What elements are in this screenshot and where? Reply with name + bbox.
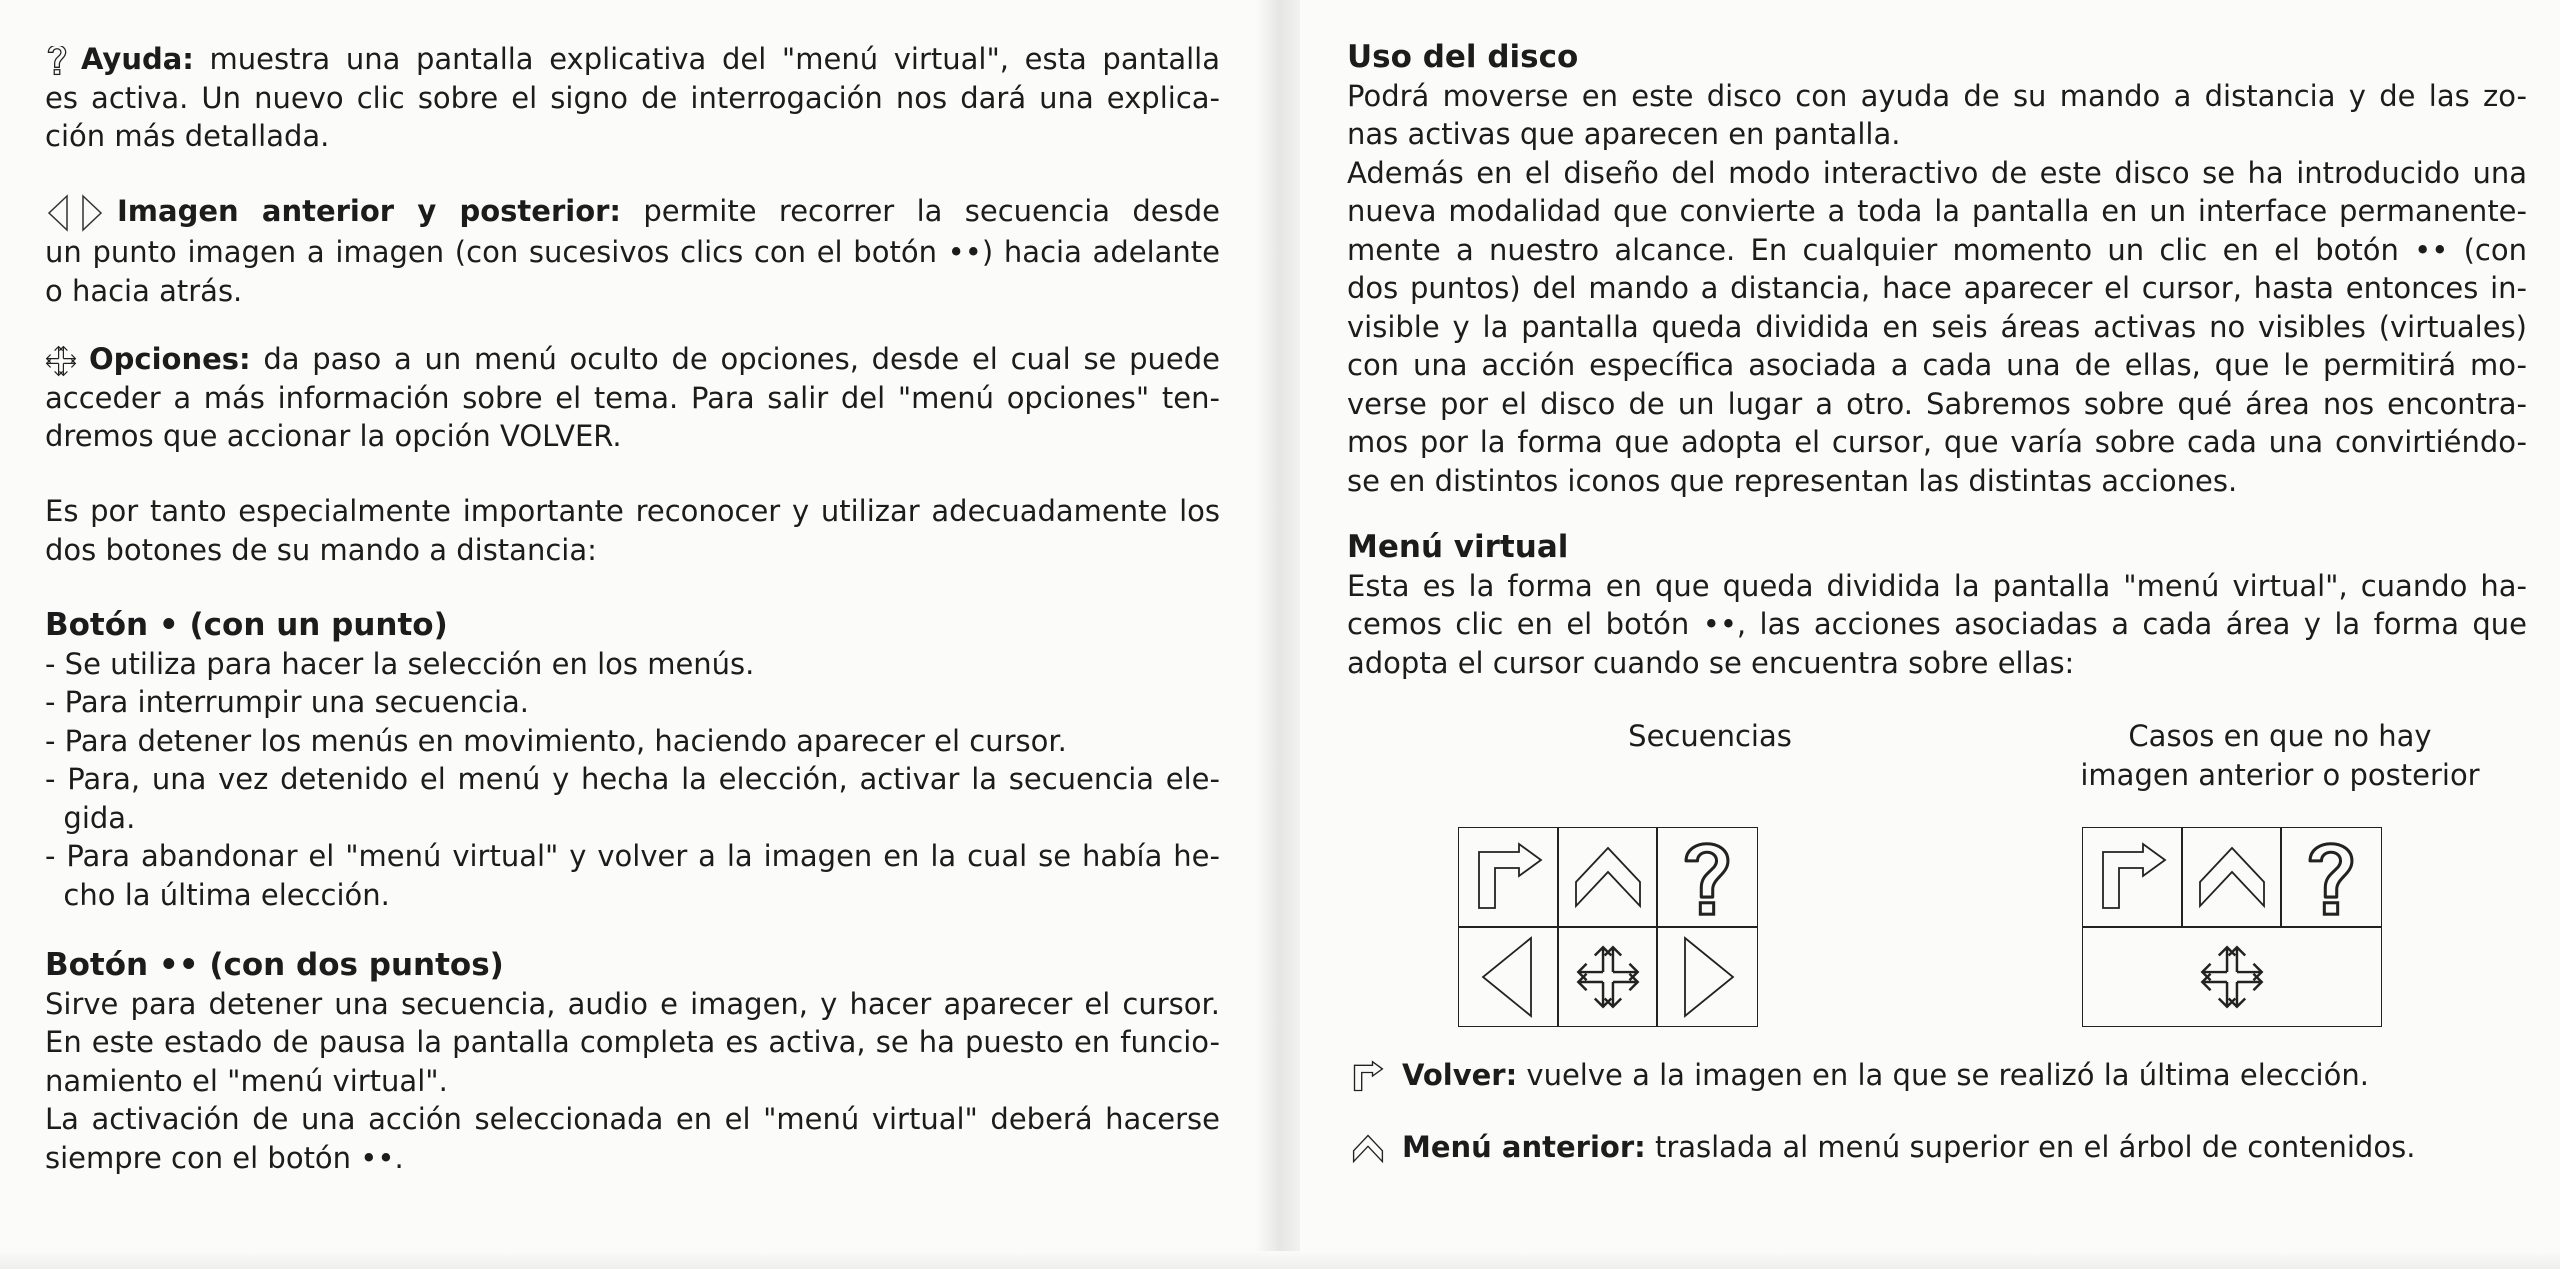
imagen-paragraph: Imagen anterior y posterior: permite recorrer la secuencia desde un punto imagen a imagen (con sucesivos clics con el botón ••) hacia adelante o hacia atrás.	[45, 194, 1220, 308]
return-arrow-icon	[2082, 827, 2183, 928]
boton-dos-heading: Botón •• (con dos puntos)	[45, 947, 504, 983]
menu-virtual-heading: Menú virtual	[1347, 529, 1569, 565]
opciones-title: Opciones:	[89, 342, 251, 376]
left-page	[0, 0, 1255, 1269]
volver-legend: Volver: vuelve a la imagen en la que se realizó la última elección.	[1350, 1056, 2540, 1095]
diagram-secuencias	[1458, 827, 1758, 1027]
return-arrow-icon	[1350, 1059, 1386, 1095]
diagram-secuencias-caption: Secuencias	[1628, 719, 1792, 753]
uso-del-disco-heading: Uso del disco	[1347, 39, 1579, 75]
options-grid-icon	[1557, 926, 1658, 1027]
help-question-icon	[2280, 827, 2382, 928]
opciones-paragraph: Opciones: da paso a un menú oculto de opciones, desde el cual se puede acceder a más información sobre el tema. Para salir del "menú opciones" ten- dremos que accionar la opción VOLVER.	[45, 342, 1220, 453]
options-grid-icon	[2082, 926, 2382, 1027]
triangle-left-icon	[45, 193, 71, 233]
boton-uno-section: Botón • (con un punto) - Se utiliza para hacer la selección en los menús. - Para interrumpir una secuencia. - Para detener los menús en movimiento, haciendo aparecer el cursor. - Para, una vez detenido el menú y hecha la elección, activar la secuencia ele- gida. - Para abandonar el "menú virtual" y volver a la imagen en la cual se había he- cho la última elección.	[45, 607, 1220, 912]
ayuda-title: Ayuda:	[81, 42, 194, 76]
boton-dos-section: Botón •• (con dos puntos) Sirve para detener una secuencia, audio e imagen, y hacer aparecer el cursor. En este estado de pausa la pantalla completa es activa, se ha puesto en funcio- namiento el "menú virtual". La activación de una acción seleccionada en el "menú virtual" deberá hacerse siempre con el botón ••.	[45, 947, 1220, 1175]
menu-anterior-title: Menú anterior:	[1402, 1130, 1646, 1164]
up-chevron-icon	[1557, 827, 1658, 928]
imagen-title: Imagen anterior y posterior:	[117, 194, 622, 228]
book-gutter	[1255, 0, 1300, 1269]
help-question-icon	[45, 46, 69, 76]
boton-uno-heading: Botón • (con un punto)	[45, 607, 448, 643]
right-page	[1300, 0, 2560, 1269]
uso-del-disco-section: Uso del disco Podrá moverse en este disco con ayuda de su mando a distancia y de las zo- nas activas que aparecen en pantalla. Además en el diseño del modo interactivo de este disco se ha introducido una nueva modalidad que convierte a toda la pantalla en un interface permanente- mente a nuestro alcance. En cualquier momento un clic en el botón •• (con dos puntos) del mando a distancia, hace aparecer el cursor, hasta entonces in- visible y la pantalla queda dividida en seis áreas activas no visibles (virtuales) con una acción específica asociada a cada una de ellas, que le permitirá mo- verse por el disco de un lugar a otro. Sabremos sobre qué área nos encontra- mos por la forma que adopta el cursor, que varía sobre cada una convirtiéndo- se en distintos iconos que representan las distintas acciones.	[1347, 39, 2527, 498]
ayuda-paragraph: Ayuda: muestra una pantalla explicativa del "menú virtual", esta pantalla es activa. Un nuevo clic sobre el signo de interrogación nos dará una explica- ción más detallada.	[45, 42, 1220, 153]
options-grid-icon	[45, 345, 77, 377]
page-bottom-edge	[0, 1251, 2560, 1269]
importante-paragraph: Es por tanto especialmente importante reconocer y utilizar adecuadamente los dos botones de su mando a distancia:	[45, 494, 1220, 567]
return-arrow-icon	[1458, 827, 1559, 928]
diagram-sin-imagen-caption: Casos en que no hay imagen anterior o posterior	[2080, 719, 2480, 792]
diagram-sin-imagen	[2082, 827, 2382, 1027]
triangle-left-icon	[1458, 926, 1559, 1027]
up-chevron-icon	[2181, 827, 2282, 928]
triangle-right-icon	[79, 193, 105, 233]
volver-title: Volver:	[1402, 1058, 1518, 1092]
menu-anterior-legend: Menú anterior: traslada al menú superior en el árbol de contenidos.	[1350, 1128, 2540, 1167]
up-chevron-icon	[1350, 1131, 1386, 1167]
help-question-icon	[1656, 827, 1758, 928]
triangle-right-icon	[1656, 926, 1758, 1027]
menu-virtual-section: Menú virtual Esta es la forma en que queda dividida la pantalla "menú virtual", cuando ha- cemos clic en el botón ••, las acciones asociadas a cada área y la forma que adopta el cursor cuando se encuentra sobre ellas:	[1347, 529, 2527, 680]
